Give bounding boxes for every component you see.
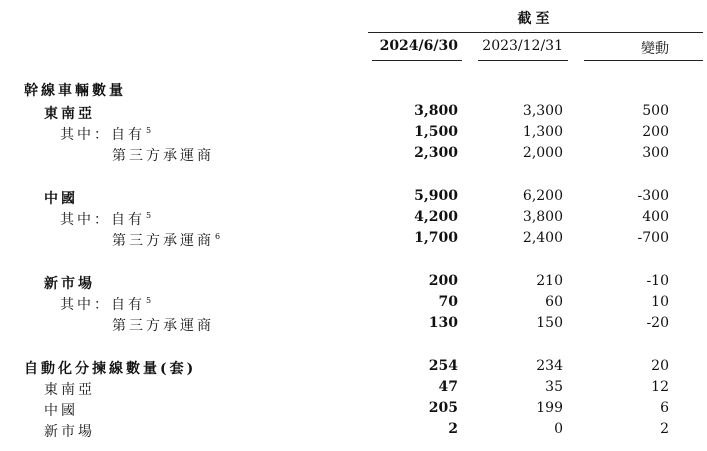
row-label: 第三方承運商 xyxy=(112,148,214,164)
value-2023: 199 xyxy=(536,400,563,416)
row-label: 中國 xyxy=(44,191,78,207)
value-2024: 2 xyxy=(448,421,458,437)
value-2024: 1,500 xyxy=(414,124,458,140)
value-change: 10 xyxy=(651,294,669,310)
value-2023: 0 xyxy=(554,421,563,437)
value-2024: 200 xyxy=(428,273,458,289)
row-label: 新市場 xyxy=(44,276,95,292)
value-2024: 1,700 xyxy=(414,230,458,246)
column-header-2023-12-31: 2023/12/31 xyxy=(482,38,563,54)
value-2023: 6,200 xyxy=(522,188,563,204)
value-2023: 234 xyxy=(536,358,563,374)
value-2024: 2,300 xyxy=(414,145,458,161)
table-row xyxy=(0,188,707,209)
value-change: 6 xyxy=(660,400,669,416)
row-label: 其中：自有$^5$ xyxy=(60,296,152,313)
value-change: 20 xyxy=(651,358,669,374)
value-2024: 70 xyxy=(438,294,458,310)
value-change: -300 xyxy=(637,188,669,204)
value-change: 12 xyxy=(651,379,669,395)
table-row xyxy=(0,315,707,336)
row-label: 中國 xyxy=(44,403,78,419)
row-label: 東南亞 xyxy=(44,106,95,122)
table-row xyxy=(0,421,707,442)
row-label: 其中：自有$^5$ xyxy=(60,126,152,143)
row-label: 第三方承運商 xyxy=(112,318,214,334)
value-2023: 210 xyxy=(536,273,563,289)
value-change: -10 xyxy=(646,273,669,289)
value-change: 500 xyxy=(642,103,669,119)
value-2024: 3,800 xyxy=(414,103,458,119)
table-row xyxy=(0,273,707,294)
row-label: 自動化分揀線數量(套) xyxy=(24,361,197,377)
row-label: 幹線車輛數量 xyxy=(24,83,126,99)
value-2024: 205 xyxy=(428,400,458,416)
value-change: -700 xyxy=(637,230,669,246)
column-header-change: 變動 xyxy=(641,41,669,57)
column-rule-change xyxy=(584,60,703,61)
value-2024: 5,900 xyxy=(414,188,458,204)
column-header-2024-6-30: 2024/6/30 xyxy=(379,38,458,54)
row-label: 新市場 xyxy=(44,424,95,440)
table-row xyxy=(0,103,707,124)
footnote-marker: 5 xyxy=(146,211,152,221)
value-2023: 3,800 xyxy=(522,209,563,225)
value-change: 200 xyxy=(642,124,669,140)
value-change: 400 xyxy=(642,209,669,225)
value-change: 2 xyxy=(660,421,669,437)
row-label: 第三方承運商$^6$ xyxy=(112,232,221,249)
value-2023: 150 xyxy=(536,315,563,331)
table-row xyxy=(0,145,707,166)
value-2023: 1,300 xyxy=(522,124,563,140)
value-2023: 3,300 xyxy=(522,103,563,119)
table-row xyxy=(0,209,707,230)
table-row xyxy=(0,379,707,400)
value-change: 300 xyxy=(642,145,669,161)
column-rule-2024 xyxy=(372,60,462,61)
group-header-rule xyxy=(368,32,703,33)
table-row xyxy=(0,230,707,251)
footnote-marker: 6 xyxy=(215,232,221,242)
table-row-sorting-lines xyxy=(0,358,707,379)
table-row-trunk-vehicles-heading xyxy=(0,80,707,101)
value-2023: 35 xyxy=(545,379,563,395)
value-2023: 2,000 xyxy=(522,145,563,161)
value-2023: 60 xyxy=(545,294,563,310)
value-2024: 254 xyxy=(428,358,458,374)
value-2023: 2,400 xyxy=(522,230,563,246)
table-row xyxy=(0,294,707,315)
footnote-marker: 5 xyxy=(146,126,152,136)
value-2024: 4,200 xyxy=(414,209,458,225)
column-rule-2023 xyxy=(478,60,568,61)
row-label: 東南亞 xyxy=(44,382,95,398)
value-2024: 130 xyxy=(428,315,458,331)
table-row xyxy=(0,400,707,421)
column-group-header: 截至 xyxy=(517,11,554,27)
value-change: -20 xyxy=(646,315,669,331)
value-2024: 47 xyxy=(438,379,458,395)
table-row xyxy=(0,124,707,145)
footnote-marker: 5 xyxy=(146,296,152,306)
row-label: 其中：自有$^5$ xyxy=(60,211,152,228)
